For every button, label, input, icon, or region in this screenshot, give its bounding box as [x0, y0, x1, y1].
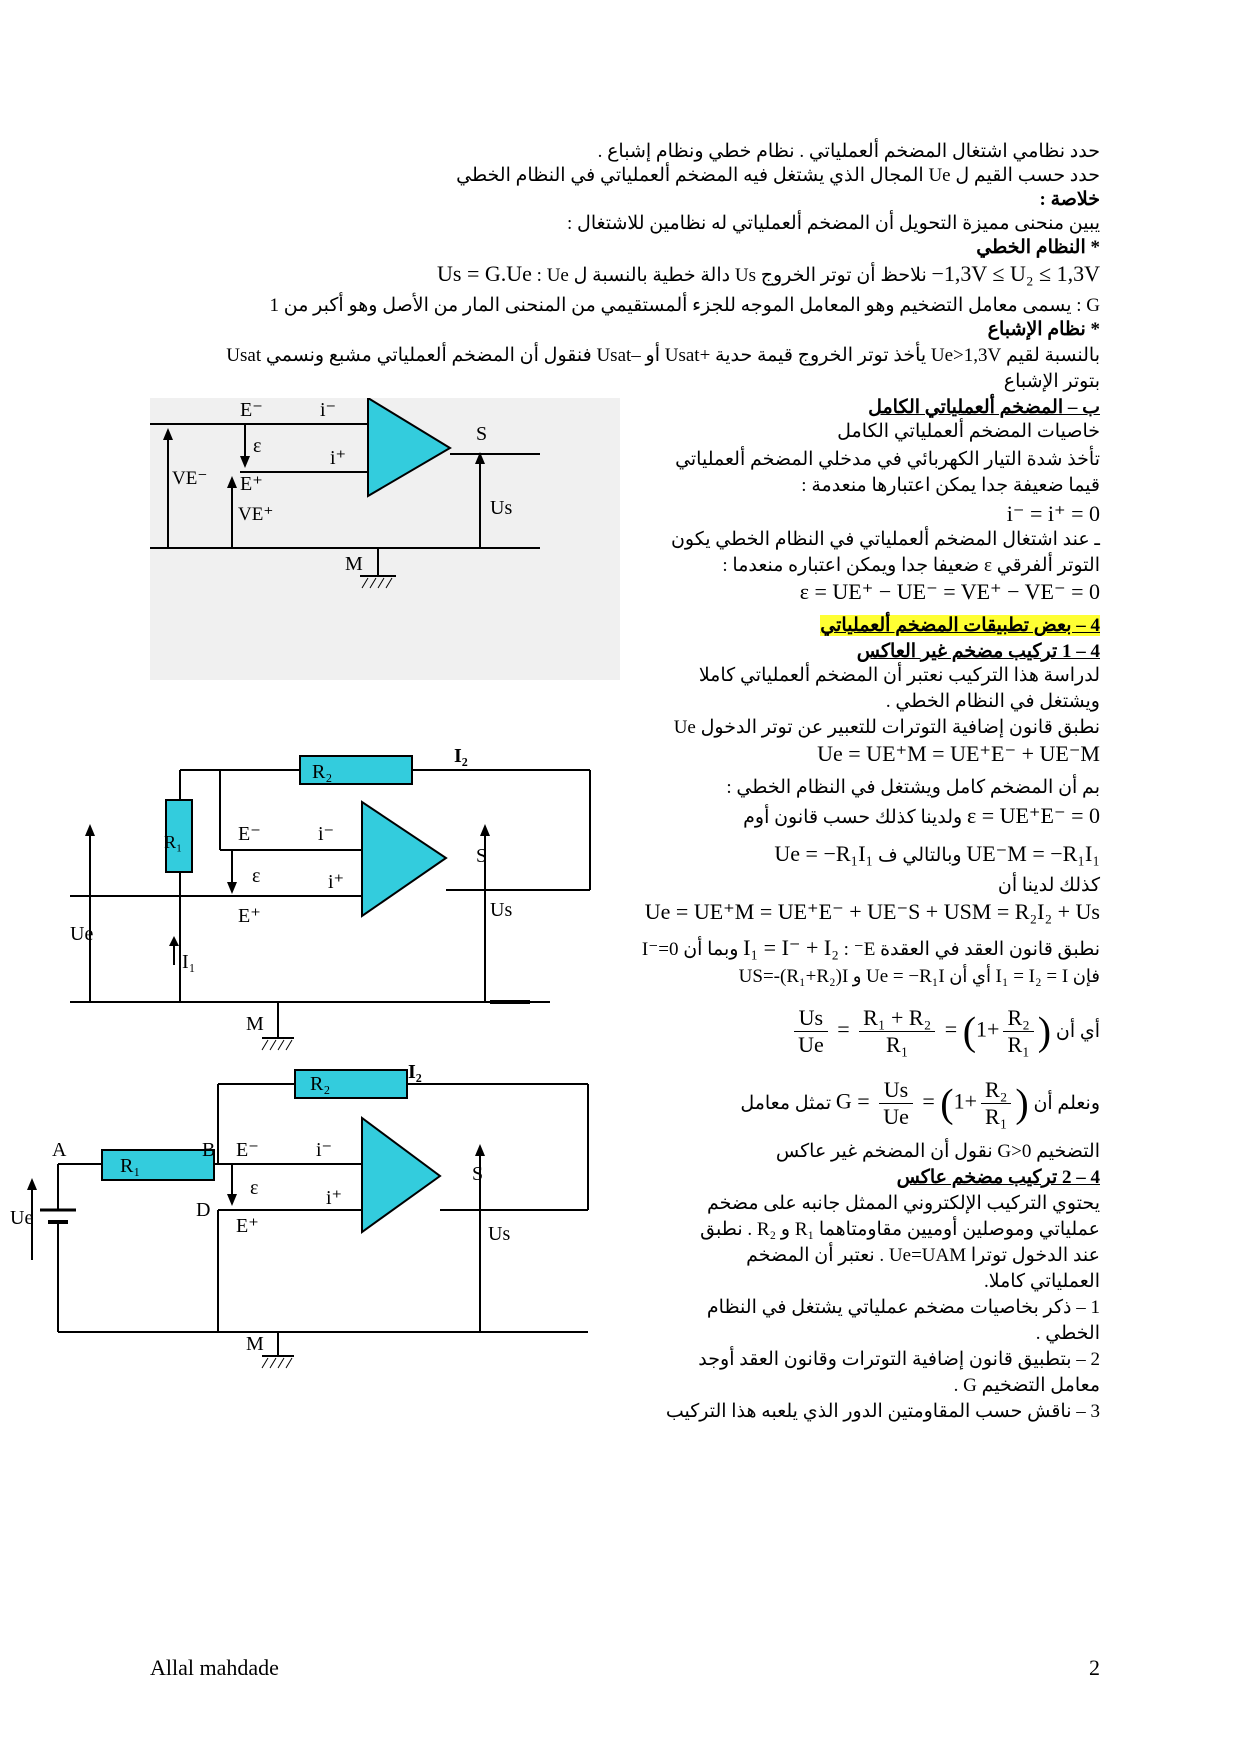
inv-line-1: يحتوي التركيب الإلكتروني الممثل جانبه على مضخم [706, 1193, 1100, 1214]
current-equality: I₁ = I₂ = I [995, 966, 1069, 987]
label-m: M [246, 1013, 264, 1035]
opamp-triangle [362, 1118, 440, 1232]
noninv-line-12: التضخيم G>0 نقول أن المضخم غير عاكس [775, 1141, 1100, 1162]
inv-line-7: 2 – بتطبيق قانون إضافية التوترات وقانون العقد أوجد [698, 1349, 1100, 1370]
inv-line-5: 1 – ذكر بخاصيات مضخم عملياتي يشتغل في النظام [706, 1297, 1100, 1318]
label-e-plus: E⁺ [238, 905, 261, 927]
label-us: Us [490, 497, 513, 519]
ue-arrow-icon [85, 824, 95, 836]
label-ve-minus: VE⁻ [172, 468, 208, 489]
inv-line-2: عملياتي وموصلين أوميين مقاومتاهما R₁ و R₂ . نطبق [700, 1219, 1100, 1240]
label-e-minus: E⁻ [238, 823, 261, 845]
noninv-line-3: نطبق قانون إضافية التوترات للتعبير عن توتر الدخول Ue [673, 717, 1100, 738]
noninv-line-6: وبالتالي ف [877, 845, 962, 866]
label-i-plus: i⁺ [328, 871, 345, 893]
inverting-circuit-diagram [10, 1060, 620, 1390]
gain-ratio-expression: $\frac{Us}{Ue}$ = $\frac{\text{R₁ + R₂}}{\text{R₁}}$ = (1+ $\frac{\text{R₂}}{\text{R₁}}$ ) [790, 1005, 1051, 1058]
gain-definition-expression: G = $\frac{Us}{Ue}$ = (1+ $\frac{\text{R₂}}{\text{R₁}}$ ) [835, 1077, 1029, 1130]
linear-regime-heading: * النظام الخطي [976, 237, 1100, 258]
label-e-minus: E⁻ [236, 1139, 259, 1161]
ideal-line-1: خاصيات المضخم ألعملياتي الكامل [837, 421, 1100, 442]
gain-fraction-line [660, 1002, 1100, 1062]
ue-arrow-icon [27, 1178, 37, 1190]
noninv-line-1: لدراسة هذا التركيب نعتبر أن المضخم ألعملياتي كاملا [698, 665, 1100, 686]
saturation-heading: * نظام الإشباع [987, 319, 1100, 340]
label-r2: R₂ [312, 761, 333, 783]
opamp-triangle [362, 802, 446, 916]
noninv-eq-ohm: UE⁻M = −R₁I₁ [966, 841, 1100, 866]
inv-line-3: عند الدخول توترا Ue=UAM . نعتبر أن المضخم [746, 1245, 1100, 1266]
noninv-line-11b: تمثل معامل [740, 1093, 832, 1114]
label-epsilon: ε [250, 1177, 259, 1199]
epsilon-arrow-icon [227, 882, 237, 894]
node-law-eq: I₁ = I⁻ + I₂ [743, 935, 839, 960]
label-i-minus: i⁻ [320, 399, 337, 421]
label-a: A [52, 1139, 67, 1161]
noninv-line-11a: ونعلم أن [1033, 1093, 1100, 1114]
ue-expression: Ue = −R₁I [865, 966, 945, 987]
label-us: Us [490, 899, 513, 921]
us-arrow-icon [475, 1144, 485, 1156]
inv-line-4: العملياتي كاملا. [983, 1271, 1100, 1292]
inv-line-9: 3 – ناقش حسب المقاومتين الدور الذي يلعبه هذا التركيب [665, 1401, 1100, 1422]
ideal-opamp-diagram [150, 398, 620, 680]
label-i-minus: i⁻ [318, 823, 335, 845]
label-e-minus: E⁻ [240, 399, 263, 421]
ideal-line-4: ـ عند اشتغال المضخم ألعملياتي في النظام الخطي يكون [670, 529, 1100, 550]
label-i-plus: i⁺ [326, 1187, 343, 1209]
intro-line-6 [140, 262, 1100, 288]
noninv-line-4: بم أن المضخم كامل ويشتغل في النظام الخطي : [726, 777, 1100, 798]
footer-author: Allal mahdade [150, 1655, 279, 1680]
noninv-line-2: ويشتغل في النظام الخطي . [885, 691, 1100, 712]
noninv-line-9c: و [852, 966, 862, 986]
i1-arrow-icon [169, 936, 179, 946]
footer-page-number: 2 [1089, 1655, 1100, 1680]
label-us: Us [488, 1223, 511, 1245]
label-ue: Ue [10, 1207, 34, 1229]
linear-equation: Us = G.Ue [437, 261, 532, 286]
linear-condition: −1,3V ≤ U₂ ≤ 1,3V [931, 261, 1100, 286]
label-m: M [246, 1333, 264, 1355]
label-r1: R₁ [164, 832, 183, 852]
noninv-line-9a: فإن [1072, 966, 1100, 986]
noninverting-circuit-diagram [70, 740, 620, 1060]
intro-line-6-text: نلاحظ أن توتر الخروج Us دالة خطية بالنسبة ل Ue : [536, 265, 927, 286]
label-i1: I₁ [182, 951, 196, 973]
epsilon-arrow-icon [227, 1194, 237, 1206]
noninv-eq-ue: Ue = −R₁I₁ [774, 841, 874, 866]
intro-line-1: حدد نظامي اشتغال المضخم ألعملياتي . نظام خطي ونظام إشباع . [597, 141, 1100, 162]
noninv-line-8-tail: وبما أن I⁻=0 [641, 939, 739, 960]
label-i2: I₂ [408, 1061, 422, 1083]
label-s: S [476, 423, 488, 445]
label-epsilon: ε [253, 435, 262, 457]
noninv-eq-1: Ue = UE⁺M = UE⁺E⁻ + UE⁻M [817, 741, 1100, 766]
us-expression: US=-(R₁+R₂)I [738, 966, 849, 987]
inv-line-6: الخطي . [1035, 1323, 1100, 1344]
ideal-line-3: قيما ضعيفة جدا يمكن اعتبارها منعدمة : [801, 475, 1100, 496]
applications-title: 4 – بعض تطبيقات المضخم ألعملياتي [820, 615, 1100, 636]
label-ue: Ue [70, 923, 94, 945]
label-s: S [476, 845, 488, 867]
ideal-opamp-title: ب – المضخم ألعملياتي الكامل [868, 397, 1100, 418]
noninv-line-7: كذلك لدينا أن [997, 875, 1100, 896]
label-m: M [345, 553, 363, 575]
intro-line-2: حدد حسب القيم ل Ue المجال الذي يشتغل فيه المضخم ألعملياتي في النظام الخطي [456, 165, 1100, 186]
gain-definition-line [660, 1072, 1100, 1136]
intro-line-9: بالنسبة لقيم Ue>1,3V يأخذ توتر الخروج قيمة حدية +Usat أو –Usat فنقول أن المضخم ألعملياتي مشبع ونسمي Usat [226, 345, 1100, 366]
label-d: D [196, 1199, 211, 1221]
noninverting-title: 4 – 1 تركيب مضخم غير العاكس [856, 641, 1100, 662]
noninv-eq-2: Ue = UE⁺M = UE⁺E⁻ + UE⁻S + USM = R₂I₂ + Us [644, 899, 1100, 924]
label-e-plus: E⁺ [236, 1215, 259, 1237]
intro-line-4: يبين منحنى مميزة التحويل أن المضخم ألعملياتي له نظامين للاشتغال : [566, 213, 1100, 234]
intro-line-7: G : يسمى معامل التضخيم وهو المعامل الموجه للجزء ألمستقيمي من المنحنى المار من الأصل وهو أكبر من 1 [269, 295, 1100, 316]
label-b: B [202, 1139, 216, 1161]
summary-heading: خلاصة : [1039, 189, 1100, 210]
label-i-minus: i⁻ [316, 1139, 333, 1161]
intro-line-10: بتوتر الإشباع [1003, 371, 1100, 392]
label-r2: R₂ [310, 1073, 331, 1095]
label-e-plus: E⁺ [240, 473, 263, 495]
noninv-line-10: أي أن [1055, 1021, 1100, 1042]
resistor-r1 [102, 1150, 214, 1180]
noninv-line-9b: أي أن [949, 966, 992, 986]
inverting-title: 4 – 2 تركيب مضخم عاكس [896, 1167, 1100, 1188]
noninv-line-5: ولدينا كذلك حسب قانون أوم [743, 807, 963, 828]
label-s: S [472, 1163, 484, 1185]
ideal-line-5: التوتر ألفرقي ε ضعيفا جدا ويمكن اعتباره منعدما : [722, 555, 1100, 576]
label-r1: R₁ [120, 1155, 141, 1177]
label-ve-plus: VE⁺ [238, 504, 274, 525]
ideal-eq-epsilon: ε = UE⁺ − UE⁻ = VE⁺ − VE⁻ = 0 [799, 579, 1100, 604]
label-i2: I₂ [454, 745, 468, 767]
inv-line-8: معامل التضخيم G . [953, 1375, 1100, 1396]
noninv-eq-eps: ε = UE⁺E⁻ = 0 [966, 803, 1100, 828]
label-epsilon: ε [252, 865, 261, 887]
label-i-plus: i⁺ [330, 447, 347, 469]
us-arrow-icon [480, 824, 490, 836]
noninv-line-8: نطبق قانون العقد في العقدة E⁻ : [843, 939, 1100, 960]
ideal-eq-currents: i⁻ = i⁺ = 0 [1006, 501, 1100, 526]
ideal-line-2: تأخذ شدة التيار الكهربائي في مدخلي المضخم ألعملياتي [675, 449, 1100, 470]
